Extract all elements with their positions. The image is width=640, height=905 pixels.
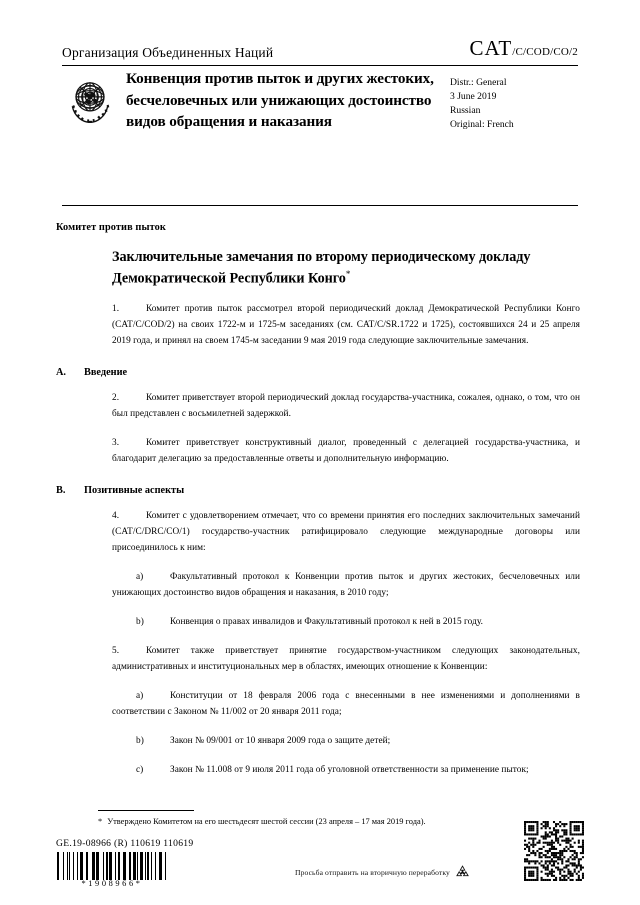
committee-name: Комитет против пыток: [56, 222, 166, 233]
paragraph: [112, 644, 580, 676]
sub-paragraph: [112, 763, 580, 779]
sub-paragraph-letter: a): [136, 571, 144, 582]
paragraph-text: Закон № 09/001 от 10 января 2009 года о защите детей;: [170, 735, 391, 746]
paragraph: [112, 302, 580, 350]
footnote: [98, 816, 580, 829]
paragraph: [112, 436, 580, 468]
section-heading: [56, 485, 580, 496]
paragraph-text: Комитет против пыток рассмотрел второй периодический доклад Демократической Республики Конго (CAT/C/COD/2) на своих 1722-м и 1725-м заседаниях (см. CAT/C/SR.1722 и 1725), состоявшихся 24 и 25 апреля 2019 года, и принял на своем 1745-м заседании 9 мая 2019 года следующие заключительные замечания.: [112, 303, 580, 346]
section-label: Позитивные аспекты: [84, 484, 185, 496]
footnote-text: Утверждено Комитетом на его шестьдесят шестой сессии (23 апреля – 17 мая 2019 года).: [107, 817, 426, 826]
document-symbol-main: CAT: [469, 36, 513, 60]
recycle-text: Просьба отправить на вторичную переработку: [295, 867, 450, 877]
distr-line-4: Original: French: [450, 118, 514, 130]
paragraph: [112, 509, 580, 557]
paragraph-list: [56, 302, 580, 779]
paragraph: [112, 391, 580, 423]
distribution-info: [450, 76, 578, 132]
sub-paragraph-letter: b): [136, 735, 144, 746]
page-title: [112, 248, 564, 289]
distr-line-1: Distr.: General: [450, 77, 507, 88]
document-header: [62, 36, 578, 66]
paragraph-text: Комитет также приветствует принятие государством-участником следующих законодательных, административных и институциональных мер в областях, имеющих отношение к Конвенции:: [112, 645, 580, 672]
job-number: GE.19-08966 (R) 110619 110619: [56, 838, 194, 849]
paragraph-text: Закон № 11.008 от 9 июля 2011 года об уголовной ответственности за применение пыток;: [170, 764, 529, 775]
un-emblem-icon: [64, 74, 116, 126]
distr-line-2: 3 June 2019: [450, 90, 497, 102]
header-divider: [62, 65, 578, 66]
sub-paragraph: [112, 615, 580, 631]
paragraph-number: 2.: [112, 392, 120, 403]
page-title-footnote-marker: *: [345, 268, 351, 279]
sub-paragraph-letter: a): [136, 690, 144, 701]
section-label: Введение: [84, 366, 128, 378]
title-block: [62, 68, 578, 133]
sub-paragraph: [112, 689, 580, 721]
paragraph-text: Конвенция о правах инвалидов и Факультативный протокол к ней в 2015 году.: [170, 616, 484, 627]
qr-code: [524, 821, 584, 881]
document-symbol: [470, 36, 578, 61]
footnote-marker: *: [98, 817, 103, 826]
organization-name: Организация Объединенных Наций: [62, 45, 274, 60]
convention-title: Конвенция против пыток и других жестоких, бесчеловечных или унижающих достоинство видов обращения и наказания: [126, 70, 434, 131]
paragraph-text: Комитет приветствует второй периодический доклад государства-участника, сожалея, однако, о том, что он был представлен с восьмилетней задержкой.: [112, 392, 580, 419]
footnote-divider: [98, 810, 194, 811]
paragraph-number: 3.: [112, 437, 120, 448]
sub-paragraph-letter: b): [136, 616, 144, 627]
section-letter: A.: [56, 366, 67, 378]
document-body: [56, 248, 580, 779]
paragraph-text: Факультативный протокол к Конвенции против пыток и других жестоких, бесчеловечных или унижающих достоинство видов обращения и наказания, в 2010 году;: [112, 571, 580, 598]
paragraph-text: Комитет приветствует конструктивный диалог, проведенный с делегацией государства-участника, и благодарит делегацию за предоставленные ответы и дополнительную информацию.: [112, 437, 580, 464]
paragraph-number: 1.: [112, 303, 120, 314]
sub-paragraph: [112, 734, 580, 750]
paragraph-number: 4.: [112, 510, 120, 521]
title-divider: [62, 205, 578, 206]
section-heading: [56, 367, 580, 378]
distr-line-3: Russian: [450, 104, 481, 116]
paragraph-text: Комитет с удовлетворением отмечает, что со времени принятия его последних заключительных замечаний (CAT/C/DRC/CO/1) государство-участник ратифицировало следующие международные договоры или присоединилось к ним:: [112, 510, 580, 553]
paragraph-text: Конституции от 18 февраля 2006 года с внесенными в нее изменениями и дополнениями в соответствии с Законом № 11/002 от 20 января 2011 года;: [112, 690, 580, 717]
paragraph-number: 5.: [112, 645, 120, 656]
page-title-text: Заключительные замечания по второму периодическому докладу Демократической Республики Конго: [112, 249, 531, 287]
recycle-icon: [454, 864, 471, 880]
document-symbol-suffix: /C/COD/CO/2: [512, 46, 578, 58]
recycle-notice: [295, 864, 471, 880]
section-letter: B.: [56, 484, 66, 496]
barcode: [56, 852, 168, 880]
sub-paragraph-letter: c): [136, 764, 144, 775]
sub-paragraph: [112, 570, 580, 602]
barcode-text: *1908966*: [81, 879, 143, 888]
